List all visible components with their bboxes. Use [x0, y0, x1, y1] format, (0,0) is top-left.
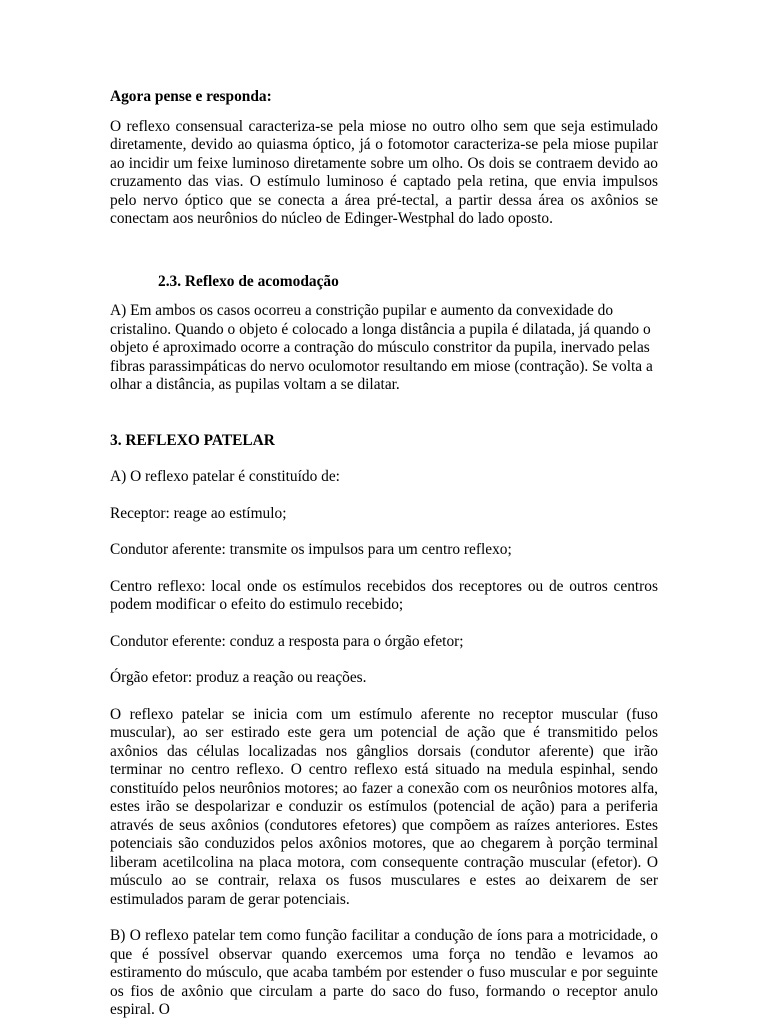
paragraph-patelar-mecanismo: O reflexo patelar se inicia com um estímulo aferente no receptor muscular (fuso muscular), ao ser estirado este gera um potencial de ação que é transmitido pelos axônios das células localizadas nos gânglios dorsais (condutor aferente) que irão terminar no centro reflexo. O centro reflexo está situado na medula espinhal, sendo constituído pelos neurônios motores; ao fazer a conexão com os neurônios motores alfa, estes irão se despolarizar e conduzir os estímulos (potencial de ação) para a periferia através de seus axônios (condutores efetores) que compõem as raízes anteriores. Estes potenciais são conduzidos pelos axônios motores, que ao chegarem à porção terminal liberam acetilcolina na placa motora, com consequente contração muscular (efetor). O músculo ao se contrair, relaxa os fusos musculares e estes ao deixarem de ser estimulados param de gerar potenciais.	[110, 705, 658, 908]
paragraph-reflexo-acomodacao: A) Em ambos os casos ocorreu a constrição pupilar e aumento da convexidade do cristalino. Quando o objeto é colocado a longa distância a pupila é dilatada, já quando o objeto é aproximado ocorre a contração do músculo constritor da pupila, inervado pelas fibras parassimpáticas do nervo oculomotor resultando em miose (contração). Se volta a olhar a distância, as pupilas voltam a se dilatar.	[110, 302, 653, 393]
heading-reflexo-patelar: 3. REFLEXO PATELAR	[110, 431, 275, 449]
paragraph-reflexo-consensual: O reflexo consensual caracteriza-se pela miose no outro olho sem que seja estimulado diretamente, devido ao quiasma óptico, já o fotomotor caracteriza-se pela miose pupilar ao incidir um feixe luminoso diretamente sobre um olho. Os dois se contraem devido ao cruzamento das vias. O estímulo luminoso é captado pela retina, que envia impulsos pelo nervo óptico que se conecta a área pré-tectal, a partir dessa área os axônios se conectam aos neurônios do núcleo de Edinger-Westphal do lado oposto.	[110, 117, 658, 227]
list-item-receptor: Receptor: reage ao estímulo;	[110, 504, 287, 522]
list-item-condutor-aferente: Condutor aferente: transmite os impulsos para um centro reflexo;	[110, 541, 512, 558]
heading-reflexo-acomodacao: 2.3. Reflexo de acomodação	[158, 272, 339, 290]
list-item-centro-reflexo: Centro reflexo: local onde os estímulos recebidos dos receptores ou de outros centros podem modificar o efeito do estimulo recebido;	[110, 577, 658, 613]
paragraph-patelar-intro: A) O reflexo patelar é constituído de:	[110, 468, 340, 485]
list-item-condutor-eferente: Condutor eferente: conduz a resposta para o órgão efetor;	[110, 632, 464, 650]
paragraph-patelar-funcao: B) O reflexo patelar tem como função facilitar a condução de íons para a motricidade, o que é possível observar quando exercemos uma força no tendão e levamos ao estiramento do músculo, que acaba também por estender o fuso muscular e por seguinte os fios de axônio que circulam a parte do saco do fuso, formando o receptor anulo espiral. O	[110, 927, 658, 1018]
heading-agora-pense: Agora pense e responda:	[110, 88, 272, 105]
list-item-orgao-efetor: Órgão efetor: produz a reação ou reações.	[110, 669, 367, 686]
